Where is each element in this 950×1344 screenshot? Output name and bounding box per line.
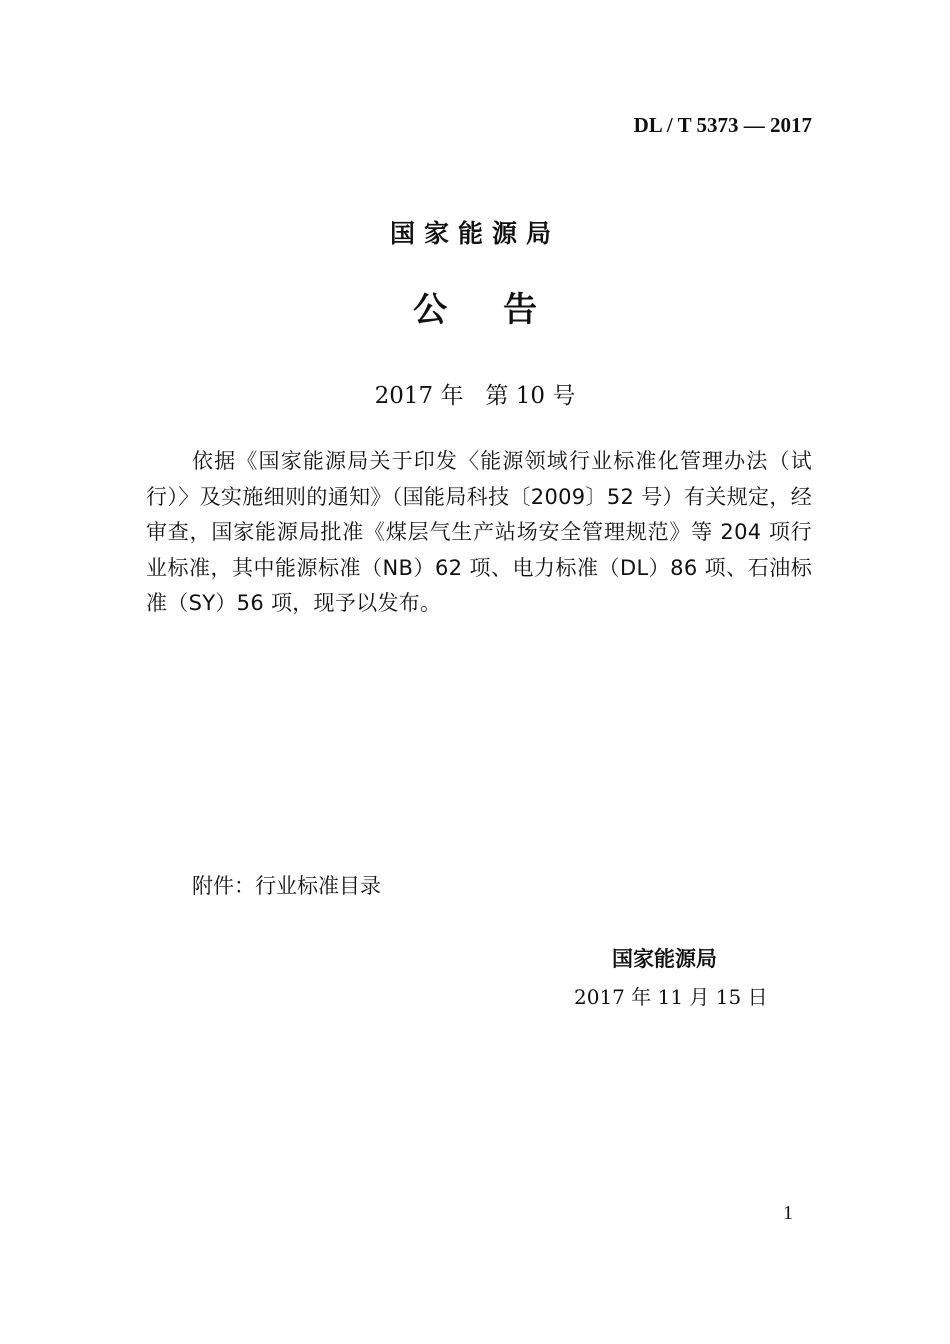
attachment-line: 附件：行业标准目录 [192,874,381,898]
signature-issuer: 国家能源局 [612,947,717,971]
standard-code: DL / T 5373 — 2017 [633,113,812,137]
signature-date: 2017 年 11 月 15 日 [574,985,768,1009]
page-number: 1 [783,1202,793,1224]
issuing-agency-heading: 国家能源局 [389,219,560,248]
notice-number: 2017 年 第 10 号 [374,383,576,409]
notice-body-paragraph: 依据《国家能源局关于印发〈能源领域行业标准化管理办法（试行）〉及实施细则的通知》（国能局科技〔2009〕52 号）有关规定，经审查，国家能源局批准《煤层气生产站场安全管理规范》等 204 项行业标准，其中能源标准（NB）62 项、电力标准（DL）86 项、石油标准（SY）56 项，现予以发布。 [146,449,812,615]
notice-title: 公告 [413,290,593,330]
